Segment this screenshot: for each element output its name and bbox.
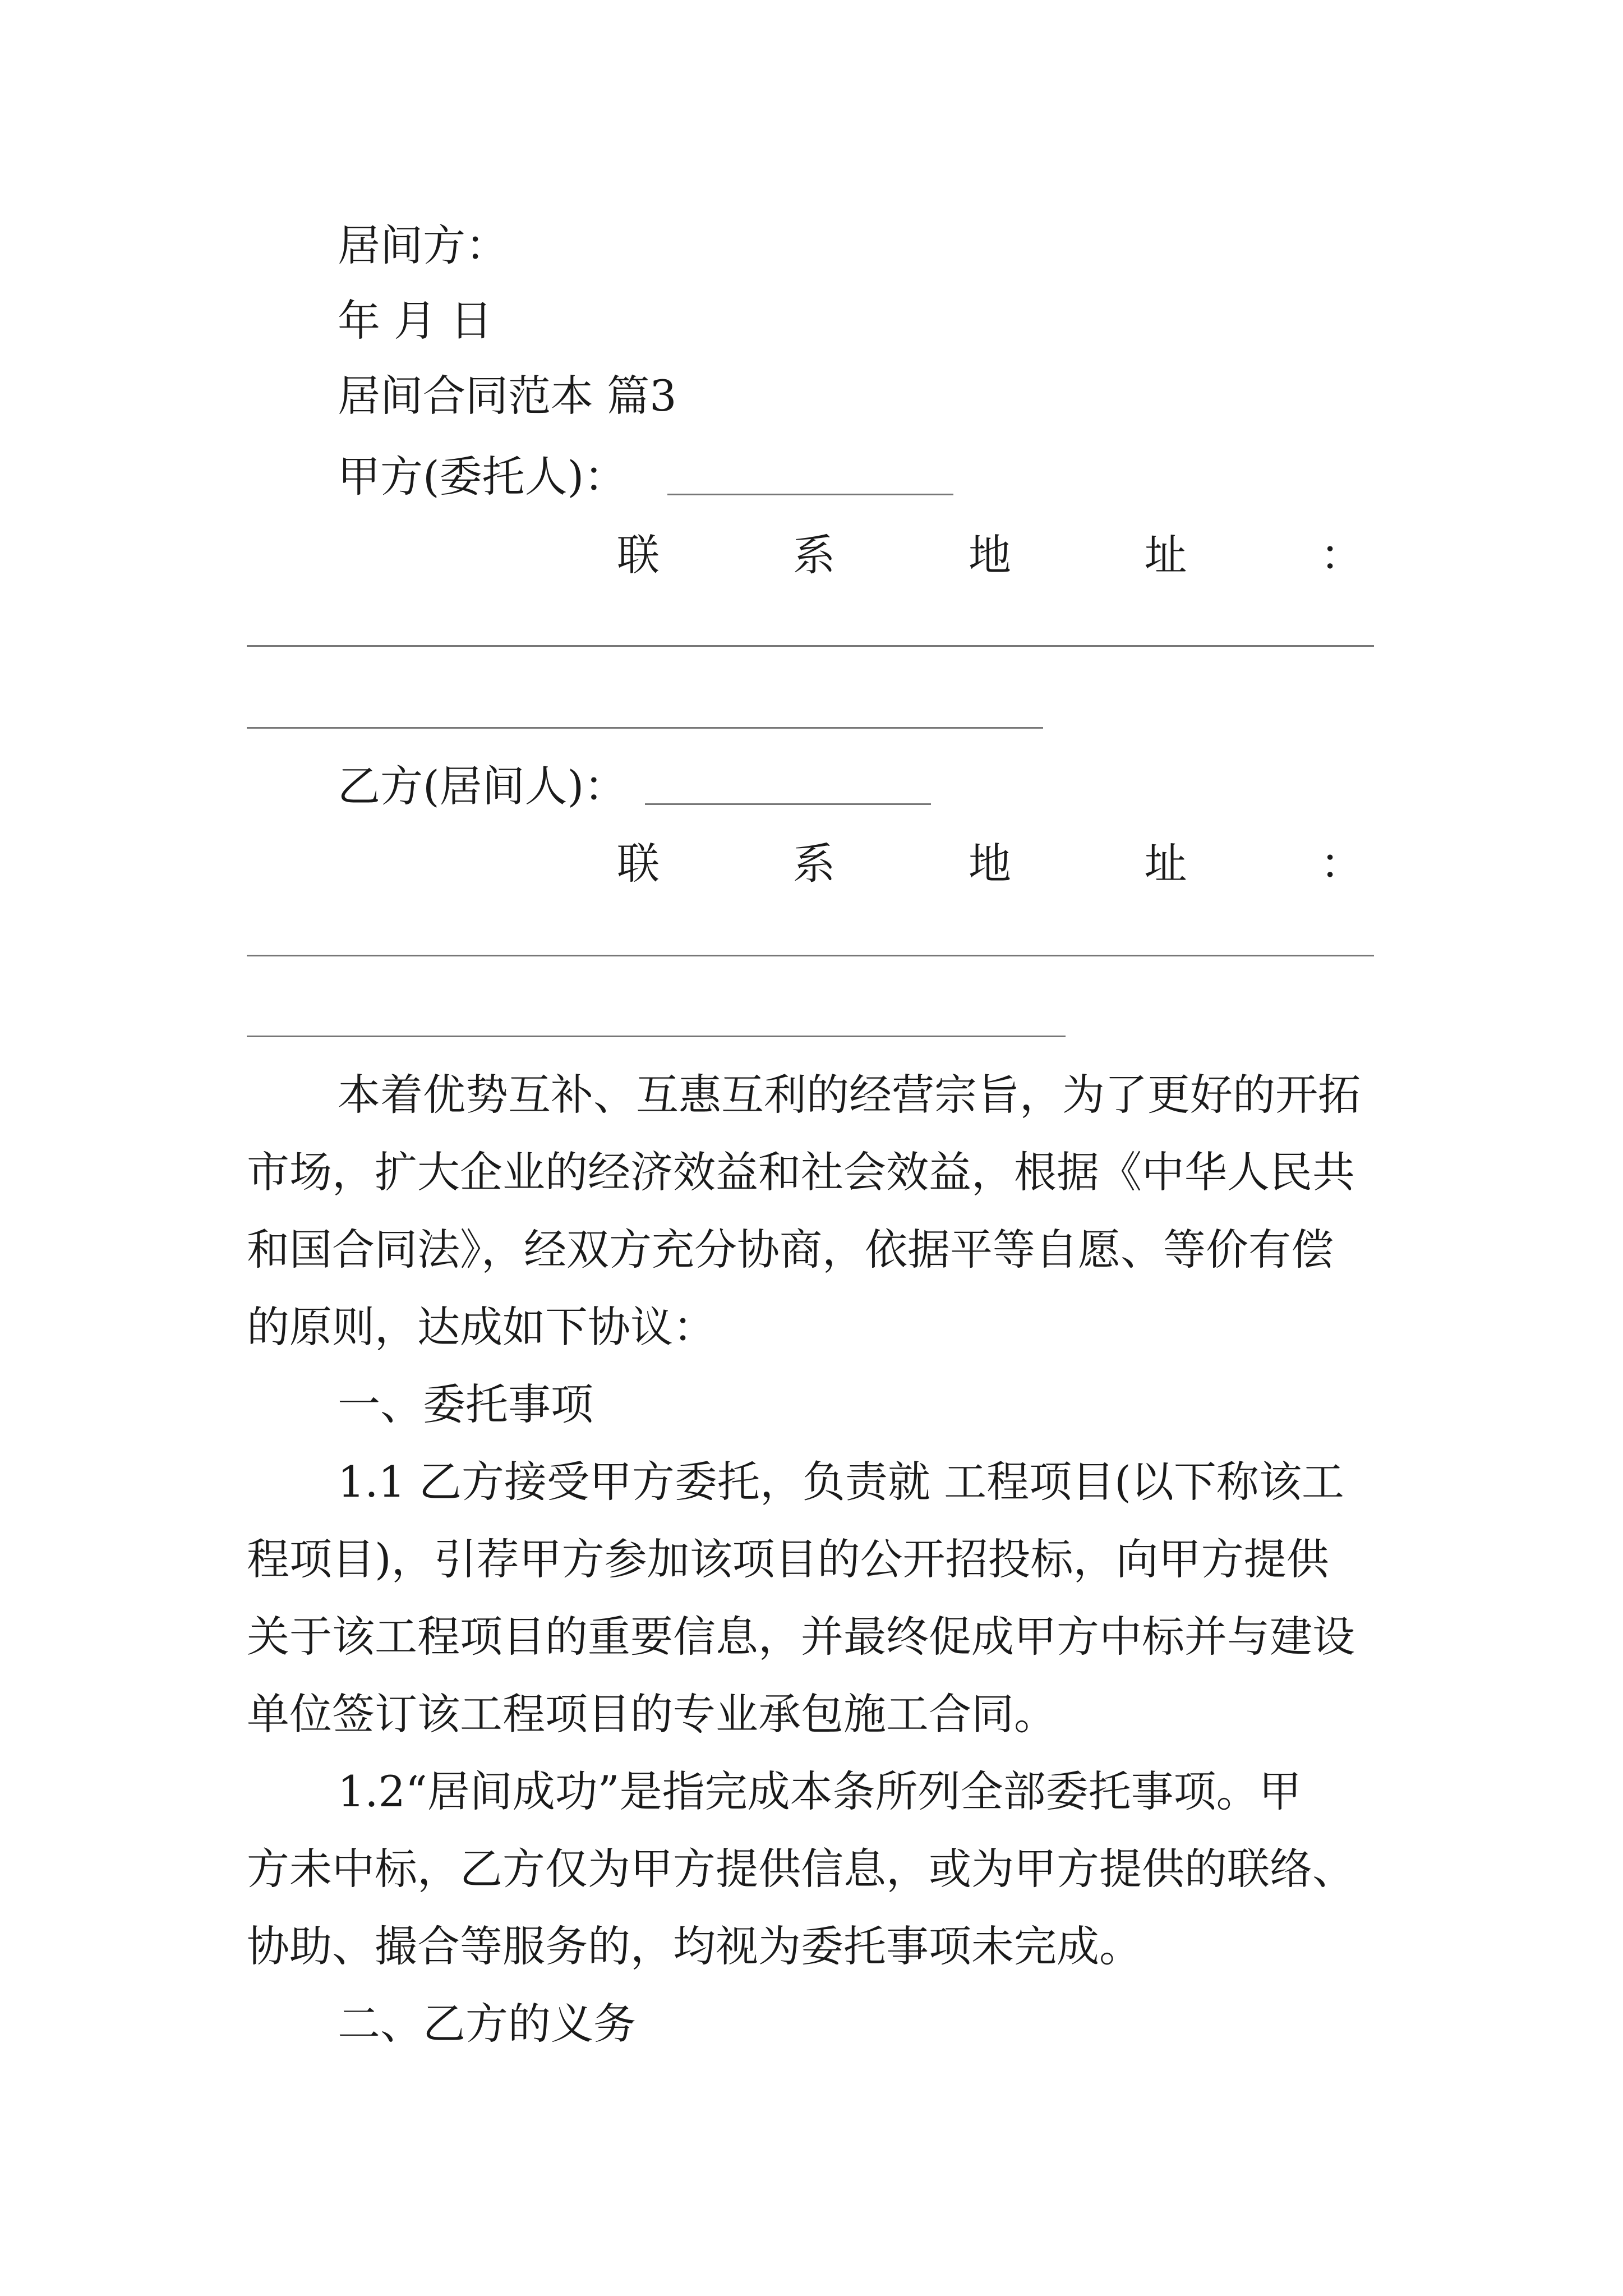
contract-title: 居间合同范本 篇3 (338, 371, 677, 421)
address-char: 联 (617, 839, 660, 889)
clause-1-2-line: 方未中标，乙方仅为甲方提供信息，或为甲方提供的联络、 (247, 1844, 1355, 1894)
party-a-label: 甲方(委托人)： (338, 452, 627, 501)
intro-line: 和国合同法》，经双方充分协商，依据平等自愿、等价有偿 (247, 1225, 1334, 1274)
clause-1-1-line: 关于该工程项目的重要信息，并最终促成甲方中标并与建设 (247, 1612, 1355, 1662)
intro-line: 市场，扩大企业的经济效益和社会效益，根据《中华人民共 (247, 1147, 1355, 1197)
party-b-address-blank-2[interactable] (247, 1036, 1066, 1037)
date-line: 年 月 日 (338, 296, 493, 346)
party-a-name-blank[interactable] (667, 494, 953, 495)
address-char: 址 (1144, 530, 1187, 580)
section-2-title: 二、乙方的义务 (338, 1999, 636, 2049)
address-char: 地 (969, 839, 1011, 889)
clause-1-1-line: 程项目)，引荐甲方参加该项目的公开招投标，向甲方提供 (247, 1534, 1329, 1584)
party-a-address-blank-2[interactable] (247, 727, 1043, 729)
party-a-address-blank-1[interactable] (247, 645, 1374, 647)
party-b-address-label (617, 836, 1363, 892)
intermediary-label: 居间方： (338, 220, 508, 270)
clause-1-2-line: 1.2“居间成功”是指完成本条所列全部委托事项。甲 (338, 1766, 1302, 1816)
address-char: 联 (617, 530, 660, 580)
party-b-name-blank[interactable] (645, 803, 931, 805)
party-b-label: 乙方(居间人)： (338, 761, 627, 811)
party-b-address-blank-1[interactable] (247, 955, 1374, 956)
clause-1-1-line: 1.1 乙方接受甲方委托，负责就 工程项目(以下称该工 (338, 1457, 1344, 1507)
address-char: 系 (792, 530, 836, 580)
clause-1-2-line: 协助、撮合等服务的，均视为委托事项未完成。 (247, 1921, 1142, 1971)
party-a-address-label (617, 527, 1363, 583)
intro-line: 本着优势互补、互惠互利的经营宗旨，为了更好的开拓 (338, 1070, 1361, 1120)
address-char: 地 (969, 530, 1011, 580)
clause-1-1-line: 单位签订该工程项目的专业承包施工合同。 (247, 1689, 1057, 1739)
intro-line: 的原则，达成如下协议： (247, 1302, 716, 1352)
section-1-title: 一、委托事项 (338, 1379, 593, 1429)
address-char: 系 (792, 839, 836, 889)
address-char: ： (1320, 530, 1363, 580)
address-char: ： (1320, 839, 1363, 889)
address-char: 址 (1144, 839, 1187, 889)
